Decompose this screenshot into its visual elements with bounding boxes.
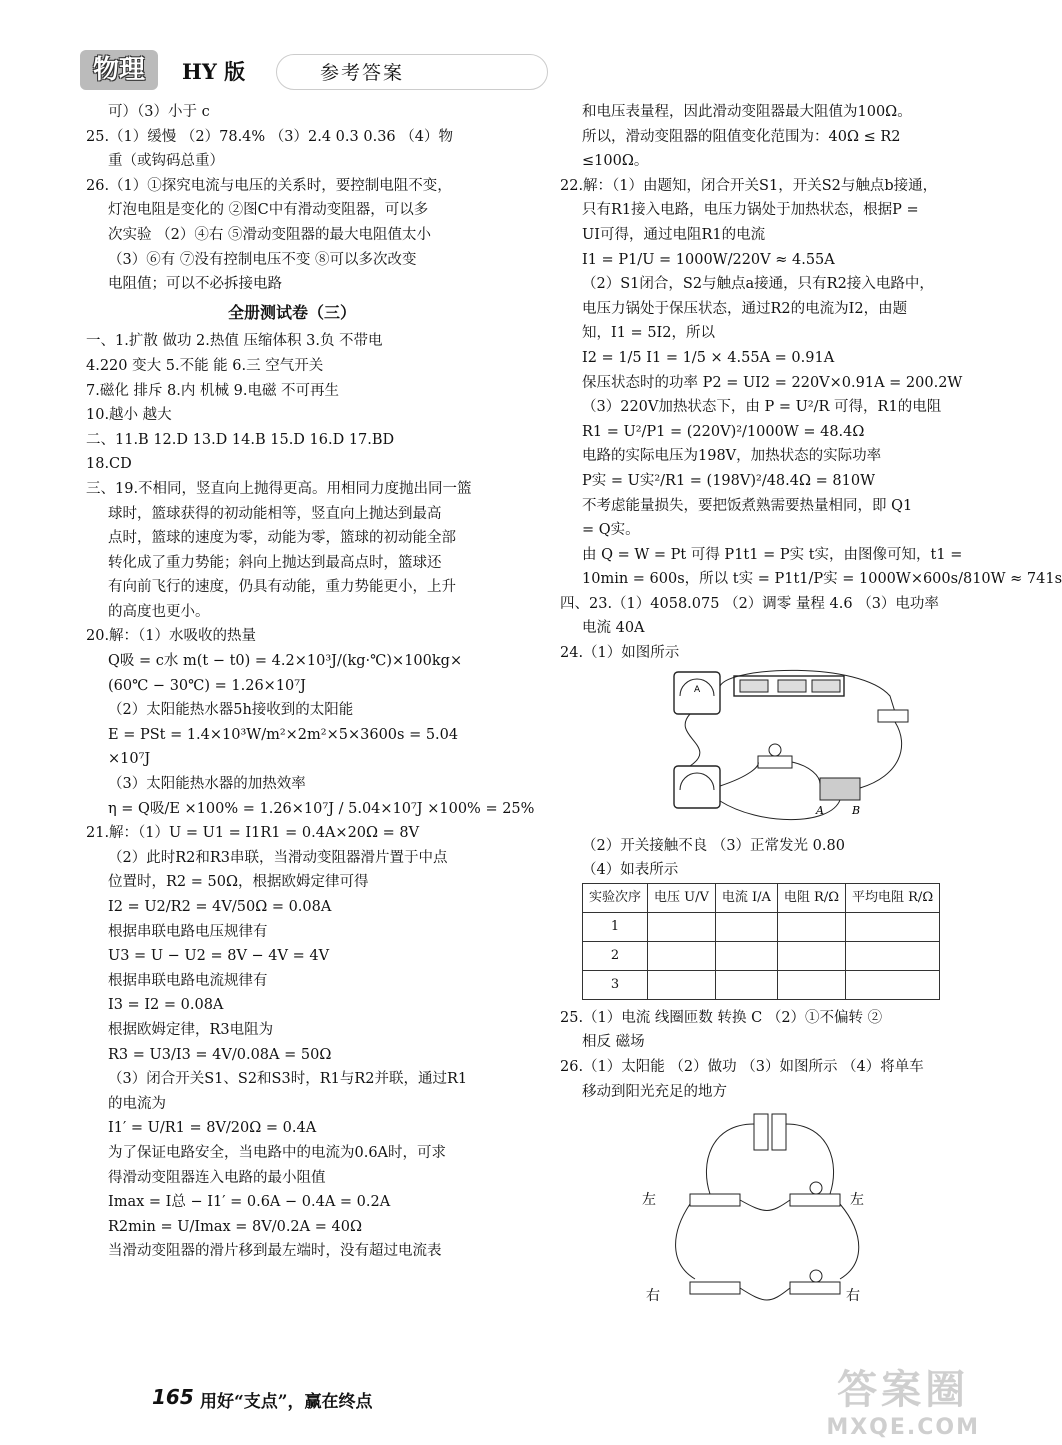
table-header-cell: 实验次序: [583, 883, 648, 912]
text-line: （2）开关接触不良 （3）正常发光 0.80: [582, 837, 845, 854]
text-line: ×10⁷J: [108, 751, 151, 768]
text-line: Imax = I总 − I1′ = 0.6A − 0.4A = 0.2A: [108, 1194, 391, 1211]
right-column: [560, 100, 1062, 1334]
page-number: 165: [152, 1385, 194, 1409]
table-cell: [846, 912, 940, 941]
header-banner: [276, 54, 548, 90]
text-line: 次实验 （2）④右 ⑤滑动变阻器的最大电阻值太小: [108, 226, 431, 243]
text-line: 20.解：（1）水吸收的热量: [86, 628, 257, 645]
fig2-label-left-bottom: 右: [646, 1288, 660, 1305]
text-line: I1′ = U/R1 = 8V/20Ω = 0.4A: [108, 1120, 317, 1137]
table-cell: 2: [583, 941, 648, 970]
text-line: UI可得，通过电阻R1的电流: [582, 226, 766, 243]
subject-badge: 物理: [80, 50, 158, 90]
text-line: 灯泡电阻是变化的 ②图C中有滑动变阻器，可以多: [108, 202, 429, 219]
left-top-block: [86, 100, 498, 297]
table-header-cell: 电压 U/V: [648, 883, 716, 912]
text-line: （3）闭合开关S1、S2和S3时，R1与R2并联，通过R1: [108, 1071, 468, 1088]
text-line: 转化成了重力势能；斜向上抛达到最高点时，篮球还: [108, 554, 442, 571]
text-line: Q吸 = c水 m(t − t0) = 4.2×10³J/(kg·℃)×100kg×: [108, 653, 463, 670]
table-cell: 3: [583, 970, 648, 999]
text-line: (60℃ − 30℃) = 1.26×10⁷J: [108, 677, 306, 694]
text-line: 有向前飞行的速度，仍具有动能，重力势能更小，上升: [108, 579, 456, 596]
section-title: 全册测试卷（三）: [227, 302, 356, 322]
text-line: 为了保证电路安全，当电路中的电流为0.6A时，可求: [108, 1144, 447, 1161]
text-line: 22.解：（1）由题知，闭合开关S1，开关S2与触点b接通，: [560, 177, 938, 194]
table-cell: [777, 970, 845, 999]
text-line: （3）太阳能热水器的加热效率: [108, 776, 306, 793]
text-line: 电路的实际电压为198V，加热状态的实际功率: [582, 448, 882, 465]
fig1-label-a: A: [816, 803, 824, 817]
text-line: 10min = 600s，所以 t实 = P1t1/P实 = 1000W×600s/810W ≈ 741s: [582, 571, 1062, 588]
text-line: 当滑动变阻器的滑片移到最左端时，没有超过电流表: [108, 1243, 442, 1260]
text-line: （2）太阳能热水器5h接收到的太阳能: [108, 702, 354, 719]
text-line: 电阻值；可以不必拆接电路: [108, 276, 282, 293]
text-line: 二、11.B 12.D 13.D 14.B 15.D 16.D 17.BD: [86, 431, 395, 448]
text-line: = Q实。: [582, 522, 640, 539]
table-cell: [715, 912, 777, 941]
table-header-cell: 电流 I/A: [715, 883, 777, 912]
text-line: 三、19.不相同，竖直向上抛得更高。用相同力度抛出同一篮: [86, 480, 472, 497]
text-line: 由 Q = W = Pt 可得 P1t1 = P实 t实，由图像可知，t1 =: [582, 546, 963, 563]
text-line: 根据串联电路电流规律有: [108, 972, 268, 989]
table-cell: [648, 941, 716, 970]
text-line: 不考虑能量损失，要把饭煮熟需要热量相同，即 Q1: [582, 497, 913, 514]
watermark-text: 答案圈: [837, 1367, 970, 1413]
text-line: P实 = U实²/R1 = (198V)²/48.4Ω = 810W: [582, 472, 875, 489]
table-row: [583, 970, 940, 999]
right-block-c: [560, 1006, 960, 1104]
table-cell: [777, 941, 845, 970]
text-line: I2 = 1/5 I1 = 1/5 × 4.55A = 0.91A: [582, 349, 835, 366]
table-header-cell: 平均电阻 R/Ω: [846, 883, 940, 912]
table-cell: [715, 941, 777, 970]
text-line: 一、1.扩散 做功 2.热值 压缩体积 3.负 不带电: [86, 333, 383, 350]
table-row: [583, 941, 940, 970]
table-cell: [715, 970, 777, 999]
text-line: 根据欧姆定律，R3电阻为: [108, 1021, 274, 1038]
circuit-figure-1: [660, 666, 960, 834]
text-line: 知，I1 = 5I2，所以: [582, 325, 715, 342]
footer-slogan: 用好“支点”，赢在终点: [200, 1392, 373, 1412]
text-line: 10.越小 越大: [86, 407, 172, 424]
svg-text:A: A: [694, 684, 701, 695]
header-title: 参考答案: [320, 62, 405, 84]
text-line: 25.（1）缓慢 （2）78.4% （3）2.4 0.3 0.36 （4）物: [86, 128, 453, 145]
table-cell: [648, 912, 716, 941]
fig2-label-left-top: 左: [642, 1192, 656, 1209]
table-cell: [846, 970, 940, 999]
text-line: 相反 磁场: [582, 1034, 645, 1051]
text-line: 的高度也更小。: [108, 603, 210, 620]
watermark-logo: [826, 1358, 980, 1440]
text-line: R2min = U/Imax = 8V/0.2A = 40Ω: [108, 1218, 362, 1235]
right-block-b: [560, 834, 960, 883]
text-line: （3）220V加热状态下，由 P = U²/R 可得，R1的电阻: [582, 399, 942, 416]
text-line: ≤100Ω。: [582, 153, 649, 170]
page-header: [80, 50, 480, 92]
text-line: 电压力锅处于保压状态，通过R2的电流为I2，由题: [582, 300, 908, 317]
text-line: 7.磁化 排斥 8.内 机械 9.电磁 不可再生: [86, 382, 340, 399]
edition-label: HY 版: [182, 59, 246, 84]
text-line: 根据串联电路电压规律有: [108, 923, 268, 940]
text-line: 21.解：（1）U = U1 = I1R1 = 0.4A×20Ω = 8V: [86, 825, 420, 842]
fig1-label-b: B: [852, 803, 861, 817]
table-header-cell: 电阻 R/Ω: [777, 883, 845, 912]
text-line: R3 = U3/I3 = 4V/0.08A = 50Ω: [108, 1046, 332, 1063]
text-line: 电流 40A: [582, 620, 645, 637]
circuit-figure-2: [640, 1104, 960, 1334]
text-line: U3 = U − U2 = 8V − 4V = 4V: [108, 948, 330, 965]
text-line: 4.220 变大 5.不能 能 6.三 空气开关: [86, 357, 324, 374]
text-line: （2）此时R2和R3串联，当滑动变阻器滑片置于中点: [108, 849, 448, 866]
table-cell: 1: [583, 912, 648, 941]
fig2-label-right-top: 左: [850, 1192, 864, 1209]
table-cell: [777, 912, 845, 941]
text-line: 移动到阳光充足的地方: [582, 1083, 727, 1100]
text-line: 重（或钩码总重）: [108, 153, 224, 170]
text-line: 球时，篮球获得的初动能相等，竖直向上抛达到最高: [108, 505, 442, 522]
text-line: η = Q吸/E ×100% = 1.26×10⁷J / 5.04×10⁷J ×100% = 25%: [108, 800, 535, 817]
text-line: R1 = U²/P1 = (220V)²/1000W = 48.4Ω: [582, 423, 865, 440]
text-line: I3 = I2 = 0.08A: [108, 997, 224, 1014]
text-line: 25.（1）电流 线圈匝数 转换 C （2）①不偏转 ②: [560, 1009, 883, 1026]
watermark-url: MXQE.COM: [826, 1415, 980, 1440]
text-line: （4）如表所示: [582, 862, 679, 879]
left-column: [86, 100, 535, 1264]
text-line: 得滑动变阻器连入电路的最小阻值: [108, 1169, 326, 1186]
right-block-a: [560, 100, 1062, 666]
text-line: 可）（3）小于 c: [108, 104, 210, 120]
text-line: I2 = U2/R2 = 4V/50Ω = 0.08A: [108, 899, 332, 915]
text-line: 位置时，R2 = 50Ω，根据欧姆定律可得: [108, 874, 369, 891]
text-line: 18.CD: [86, 456, 132, 473]
text-line: 只有R1接入电路，电压力锅处于加热状态，根据P =: [582, 202, 919, 219]
left-main-block: [86, 329, 535, 1264]
results-table: [582, 883, 940, 1000]
table-cell: [846, 941, 940, 970]
text-line: 的电流为: [108, 1095, 166, 1112]
text-line: 保压状态时的功率 P2 = UI2 = 220V×0.91A = 200.2W: [582, 374, 963, 391]
text-line: （2）S1闭合，S2与触点a接通，只有R2接入电路中，: [582, 276, 934, 293]
fig2-label-right-bottom: 右: [846, 1288, 860, 1305]
text-line: 所以，滑动变阻器的阻值变化范围为：40Ω ≤ R2: [582, 128, 901, 145]
text-line: 和电压表量程，因此滑动变阻器最大阻值为100Ω。: [582, 104, 912, 120]
text-line: 26.（1）①探究电流与电压的关系时，要控制电阻不变，: [86, 177, 452, 194]
text-line: （3）⑥有 ⑦没有控制电压不变 ⑧可以多次改变: [108, 251, 417, 268]
text-line: 四、23.（1）4058.075 （2）调零 量程 4.6 （3）电功率: [560, 595, 939, 612]
table-cell: [648, 970, 716, 999]
text-line: E = PSt = 1.4×10³W/m²×2m²×5×3600s = 5.04: [108, 726, 459, 743]
table-row: [583, 912, 940, 941]
text-line: 26.（1）太阳能 （2）做功 （3）如图所示 （4）将单车: [560, 1059, 924, 1076]
text-line: I1 = P1/U = 1000W/220V ≈ 4.55A: [582, 251, 835, 268]
text-line: 点时，篮球的速度为零，动能为零，篮球的初动能全部: [108, 530, 456, 547]
text-line: 24.（1）如图所示: [560, 645, 680, 662]
